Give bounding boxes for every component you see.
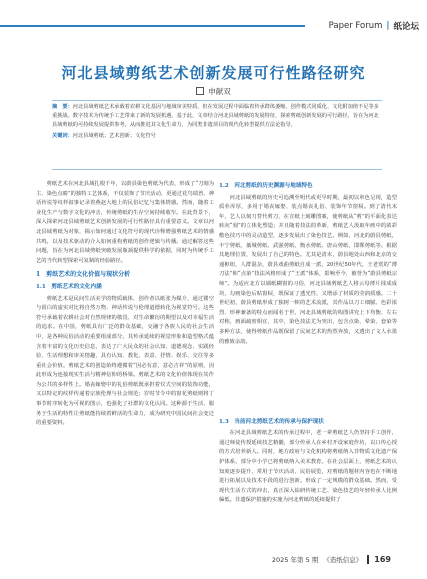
page-footer bbox=[0, 555, 427, 569]
keywords-label: 关键词： bbox=[52, 133, 73, 139]
author-name: 申献双 bbox=[208, 87, 231, 96]
section-1-2-heading: 1.2 河北剪纸的历史渊源与地域特色 bbox=[219, 183, 313, 189]
section-1-1-body bbox=[36, 295, 214, 543]
running-header bbox=[0, 18, 427, 34]
left-column bbox=[36, 180, 214, 543]
section-1-3-body bbox=[219, 429, 397, 553]
issue-label: 2025 年第 5 期 bbox=[271, 556, 319, 564]
header-rule bbox=[0, 25, 305, 27]
footer-info bbox=[272, 555, 391, 564]
abstract-text: 河北县域剪纸艺术承载着农耕文化基因与地域审美特质，但在发展过程中面临着传承群体萎缩、创作模式同质化、文化附加值不足等多重挑战。数字技术为传统手工艺带来了新的发展机遇。基于此，文章结合河北县域剪纸的发展特征，探索剪纸创新发展的可行路径，旨在为河北县域剪纸的可持续发展提供参考，从而推进其文化生命力，为同类非遗项目的现代化转型提供方法论指导。 bbox=[52, 104, 379, 128]
article-title: 河北县域剪纸艺术创新发展可行性路径研究 bbox=[61, 64, 366, 82]
section-1-3-heading: 1.3 当前河北剪纸艺术的传承与保护现状 bbox=[219, 418, 324, 425]
keywords-paragraph bbox=[52, 132, 382, 141]
header-tag bbox=[329, 18, 419, 34]
section-1-2-paragraph: 河北县域剪纸的历史可追溯至明代或更早时期，最初以单色呈现，造型质朴浑厚，多用于婚丧嫁娶、装点婚丧礼俗、装饰年节窗棂。到了清代末年，艺人以刻刀替代剪刀，在宣纸上刻雕图案，使剪纸从“剪”的平面化表达转向“刻”的立体化塑造；并且随着技法的革新，剪纸艺人汲取年画中的浓彩敷色技巧中的灵动造型，逐步发展出了染色技艺。例如，河北的蔚县剪纸，丰宁剪纸、藁城剪纸、武强剪纸、衡水剪纸、唐山剪纸、邯郸剪纸等。根据其地理位置，发展出了自己的特色。尤其是清末，蔚县地处山西和北京的交通枢纽，人群混杂，蔚县戏曲剪纸自成一派，20世纪50年代，王老赏的“薄刀法”和“点染”技法风格形成了“王派”体系，影响至今，被誉为“蔚县剪纸宗师”。为适应北方以墙纸糊窗的习俗，河北县域剪纸艺人将云母薄片揉成成块，勾画染色后贴窗棂，既保证了透光性，又增添了材质的莹润质感。二十世纪初，蔚县剪纸形成了独树一帜的艺术流派，其作品以刀工细腻、色彩浓烈、形神兼备的特点而闻名于世，河北县域剪纸的构图讲究上下均衡、左右对称，画面疏密相宜，其中，染色技法尤为突出，包含点染、晕染、套染等多种方法，使得剪纸作品既保留了民间艺术的热烈奔放，又透出了文人水墨的雅致余韵。 bbox=[219, 194, 397, 345]
right-column bbox=[219, 180, 397, 553]
section-1-heading: 1 剪纸艺术的文化价值与现状分析 bbox=[36, 271, 131, 279]
section-1-1-paragraph: 剪纸艺术是民间生活美学的物质载体，创作者以纸张为媒介，通过镂空与留白的虚实对比将自然万物、神话传说与伦理道德转化为视觉符号。这些符号承载着农耕社会对自然规律的敬畏、对生命繁衍的期望以及对幸福生活的追求。在中国，剪纸具有广泛的群众基础，交融于各族人民的社会生活中，是各种民俗活动的重要组成部分。其传承延续的视觉形象和造型格式蕴含着丰富的文化历史信息，表达了广大民众的社会认知、道德观念、实践经验、生活理想和审美情趣，具有认知、教化、表意、抒情、娱乐、交往等多重社会价值。剪纸艺术的创造始终遵循着“因必有意，意必吉祥”的原则，因此形成为连接现实生活与精神信仰的桥梁。剪纸艺术的文化价值体现在其作为公共的多样性上。婚丧嫁娶中的礼俗剪纸既承担着仪式空间的装饰功能，又以特定的纹样传递着宗族伦理与社会规范；岁时节令中的窗花剪纸则将丁事节时序转化为可视的图示，也强化了社群的文化认同。这种源于生活、服务于生活的特性让剪纸能持续着鲜活的生命力，成为研究中国民间社会变迁的重要资料。 bbox=[36, 295, 214, 427]
header-separator: | bbox=[386, 21, 390, 31]
journal-name: 《造纸信息》 bbox=[323, 556, 363, 564]
footer-divider bbox=[367, 555, 369, 564]
keywords-text: 河北县域剪纸；艺术创新；文化符号 bbox=[72, 133, 156, 139]
section-1-3-paragraph: 在河北县域剪纸艺术的传承过程中，老一辈剪纸艺人仍坚持手工创作，通过师徒传授延续技艺精髓，部分传承人在乡村开设家庭作坊，以口传心授的方式培养新人。同时，地方政府与文化机构将剪纸纳入非物质文化遗产保护体系，部分中小学已将剪纸纳入美术教育。在社会层面上，剪纸艺术的认知度逐步提升，常用于节庆活动、民俗展览，对剪纸的题材内容也在不断地进行拓展以及技术手段的进行创新。形成了一定规模的群众基础。然而，受现代生活方式的冲击，真正深入钻研传统工艺、染色技艺的年轻传承人比例偏低。非遗保护措施的实施为河北剪纸的延续提供了 bbox=[219, 430, 397, 504]
abstract-label: 摘 要： bbox=[52, 104, 73, 110]
journal-section-label: Paper Forum bbox=[328, 21, 383, 31]
page-number: 169 bbox=[374, 555, 391, 564]
abstract-paragraph bbox=[52, 103, 382, 130]
section-1-2-body bbox=[219, 194, 397, 416]
abstract-block bbox=[52, 100, 382, 170]
intro-paragraph: 剪纸艺术在河北县域扎根千年，以蔚县染色剪纸为代表，形成了“刀刻为主、染色点睛”的独特工艺体系，不仅装饰了节庆活动，更通过花鸟瑞兽、神话传说等纹样叙事记录着燕赵大地上的民俗记忆与集体情感。然而，随着工业化生产与数字文化的冲击，传统剪纸的生存空间持续收窄。在此背景下，深入探索河北县域剪纸艺术创新发展的可行性路径具有重要意义。文章以河北县域剪纸为对象，揭示如何通过文化符号的现代诠释增强剪纸艺术的情感共鸣，以及技术驱动的介入如何重构剪纸的创作逻辑与传播。通过解答这些问题，旨在为河北县域剪纸突破发展瓶颈提供科学的依据，同时为传统手工艺的当代转型探索可复制的经验路径。 bbox=[36, 181, 214, 264]
author-box-icon bbox=[196, 87, 204, 95]
author-line bbox=[0, 86, 427, 97]
column-name: 纸论坛 bbox=[393, 22, 419, 32]
section-1-1-heading: 1.1 剪纸艺术的文化内涵 bbox=[36, 283, 102, 290]
